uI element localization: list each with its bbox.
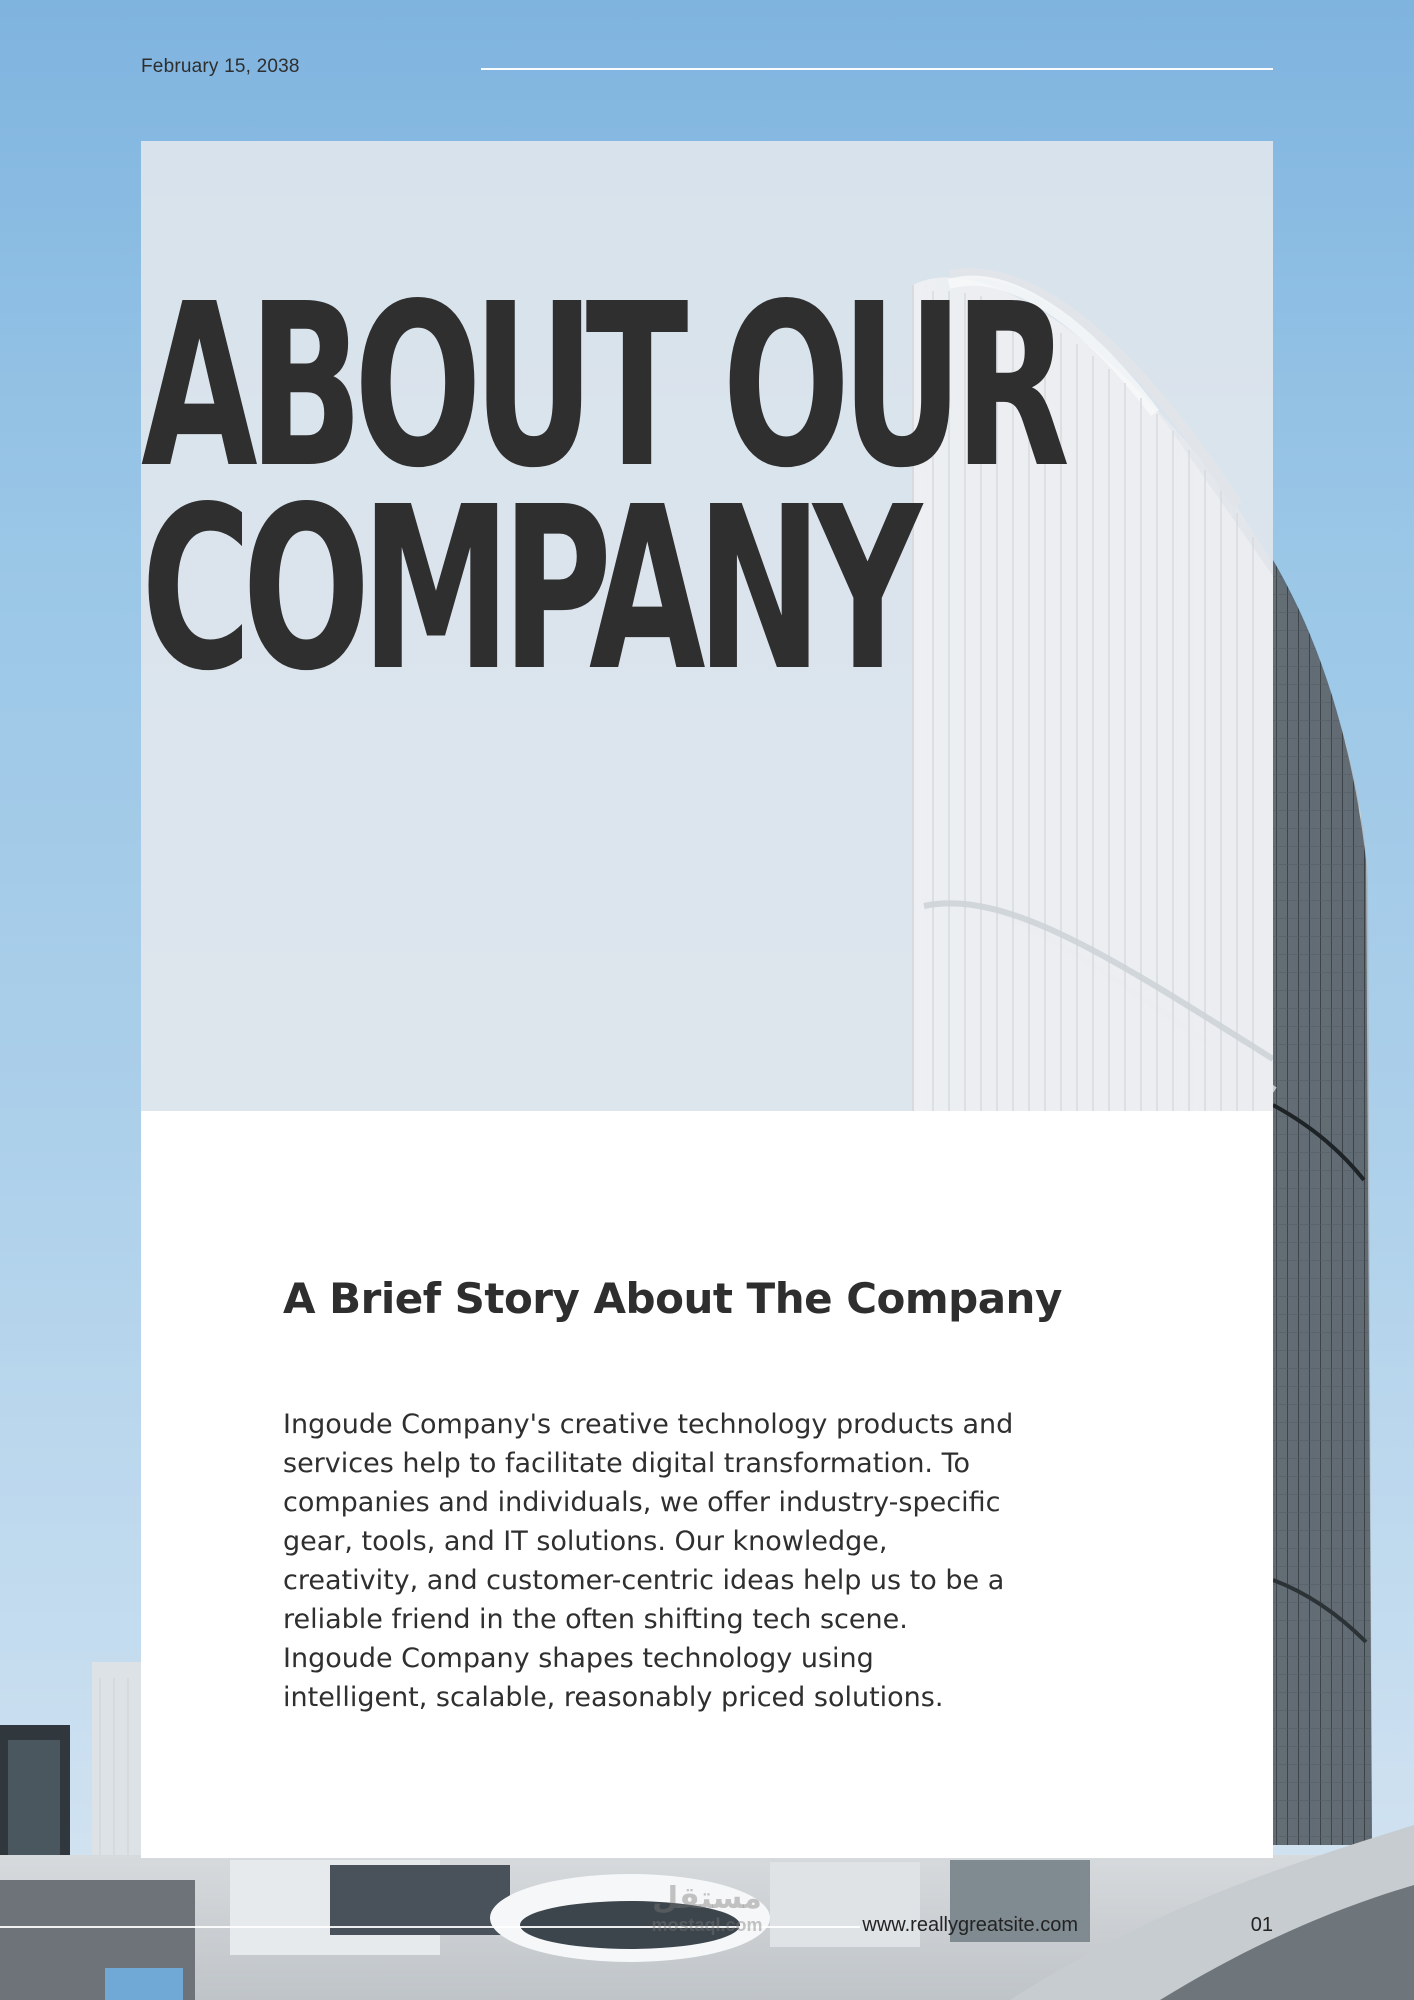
footer-website: www.reallygreatsite.com [862, 1914, 1078, 1936]
document-date: February 15, 2038 [141, 56, 300, 77]
title-line-company: COMPANY [141, 458, 913, 721]
watermark-site-text: mostaql.com [651, 1915, 763, 1935]
watermark-logo-text: مستقل [652, 1881, 762, 1916]
company-story-card [141, 1111, 1273, 1858]
top-divider [481, 68, 1273, 70]
section-heading: A Brief Story About The Company [283, 1274, 1062, 1323]
page-number: 01 [1250, 1914, 1273, 1936]
watermark [622, 1881, 792, 1935]
company-story-text: Ingoude Company's creative technology products and services help to facilitate digital transformation. To companies and individuals, we offer industry-specific gear, tools, and IT solutions. Our knowledge, creativity, and customer-centric ideas help us to be a reliable friend in the often shifting tech scene. Ingoude Company shapes technology using intelligent, scalable, reasonably priced solutions. [283, 1409, 1014, 1713]
title-line-about-our: ABOUT OUR [141, 256, 1061, 518]
main-title [141, 256, 1061, 721]
